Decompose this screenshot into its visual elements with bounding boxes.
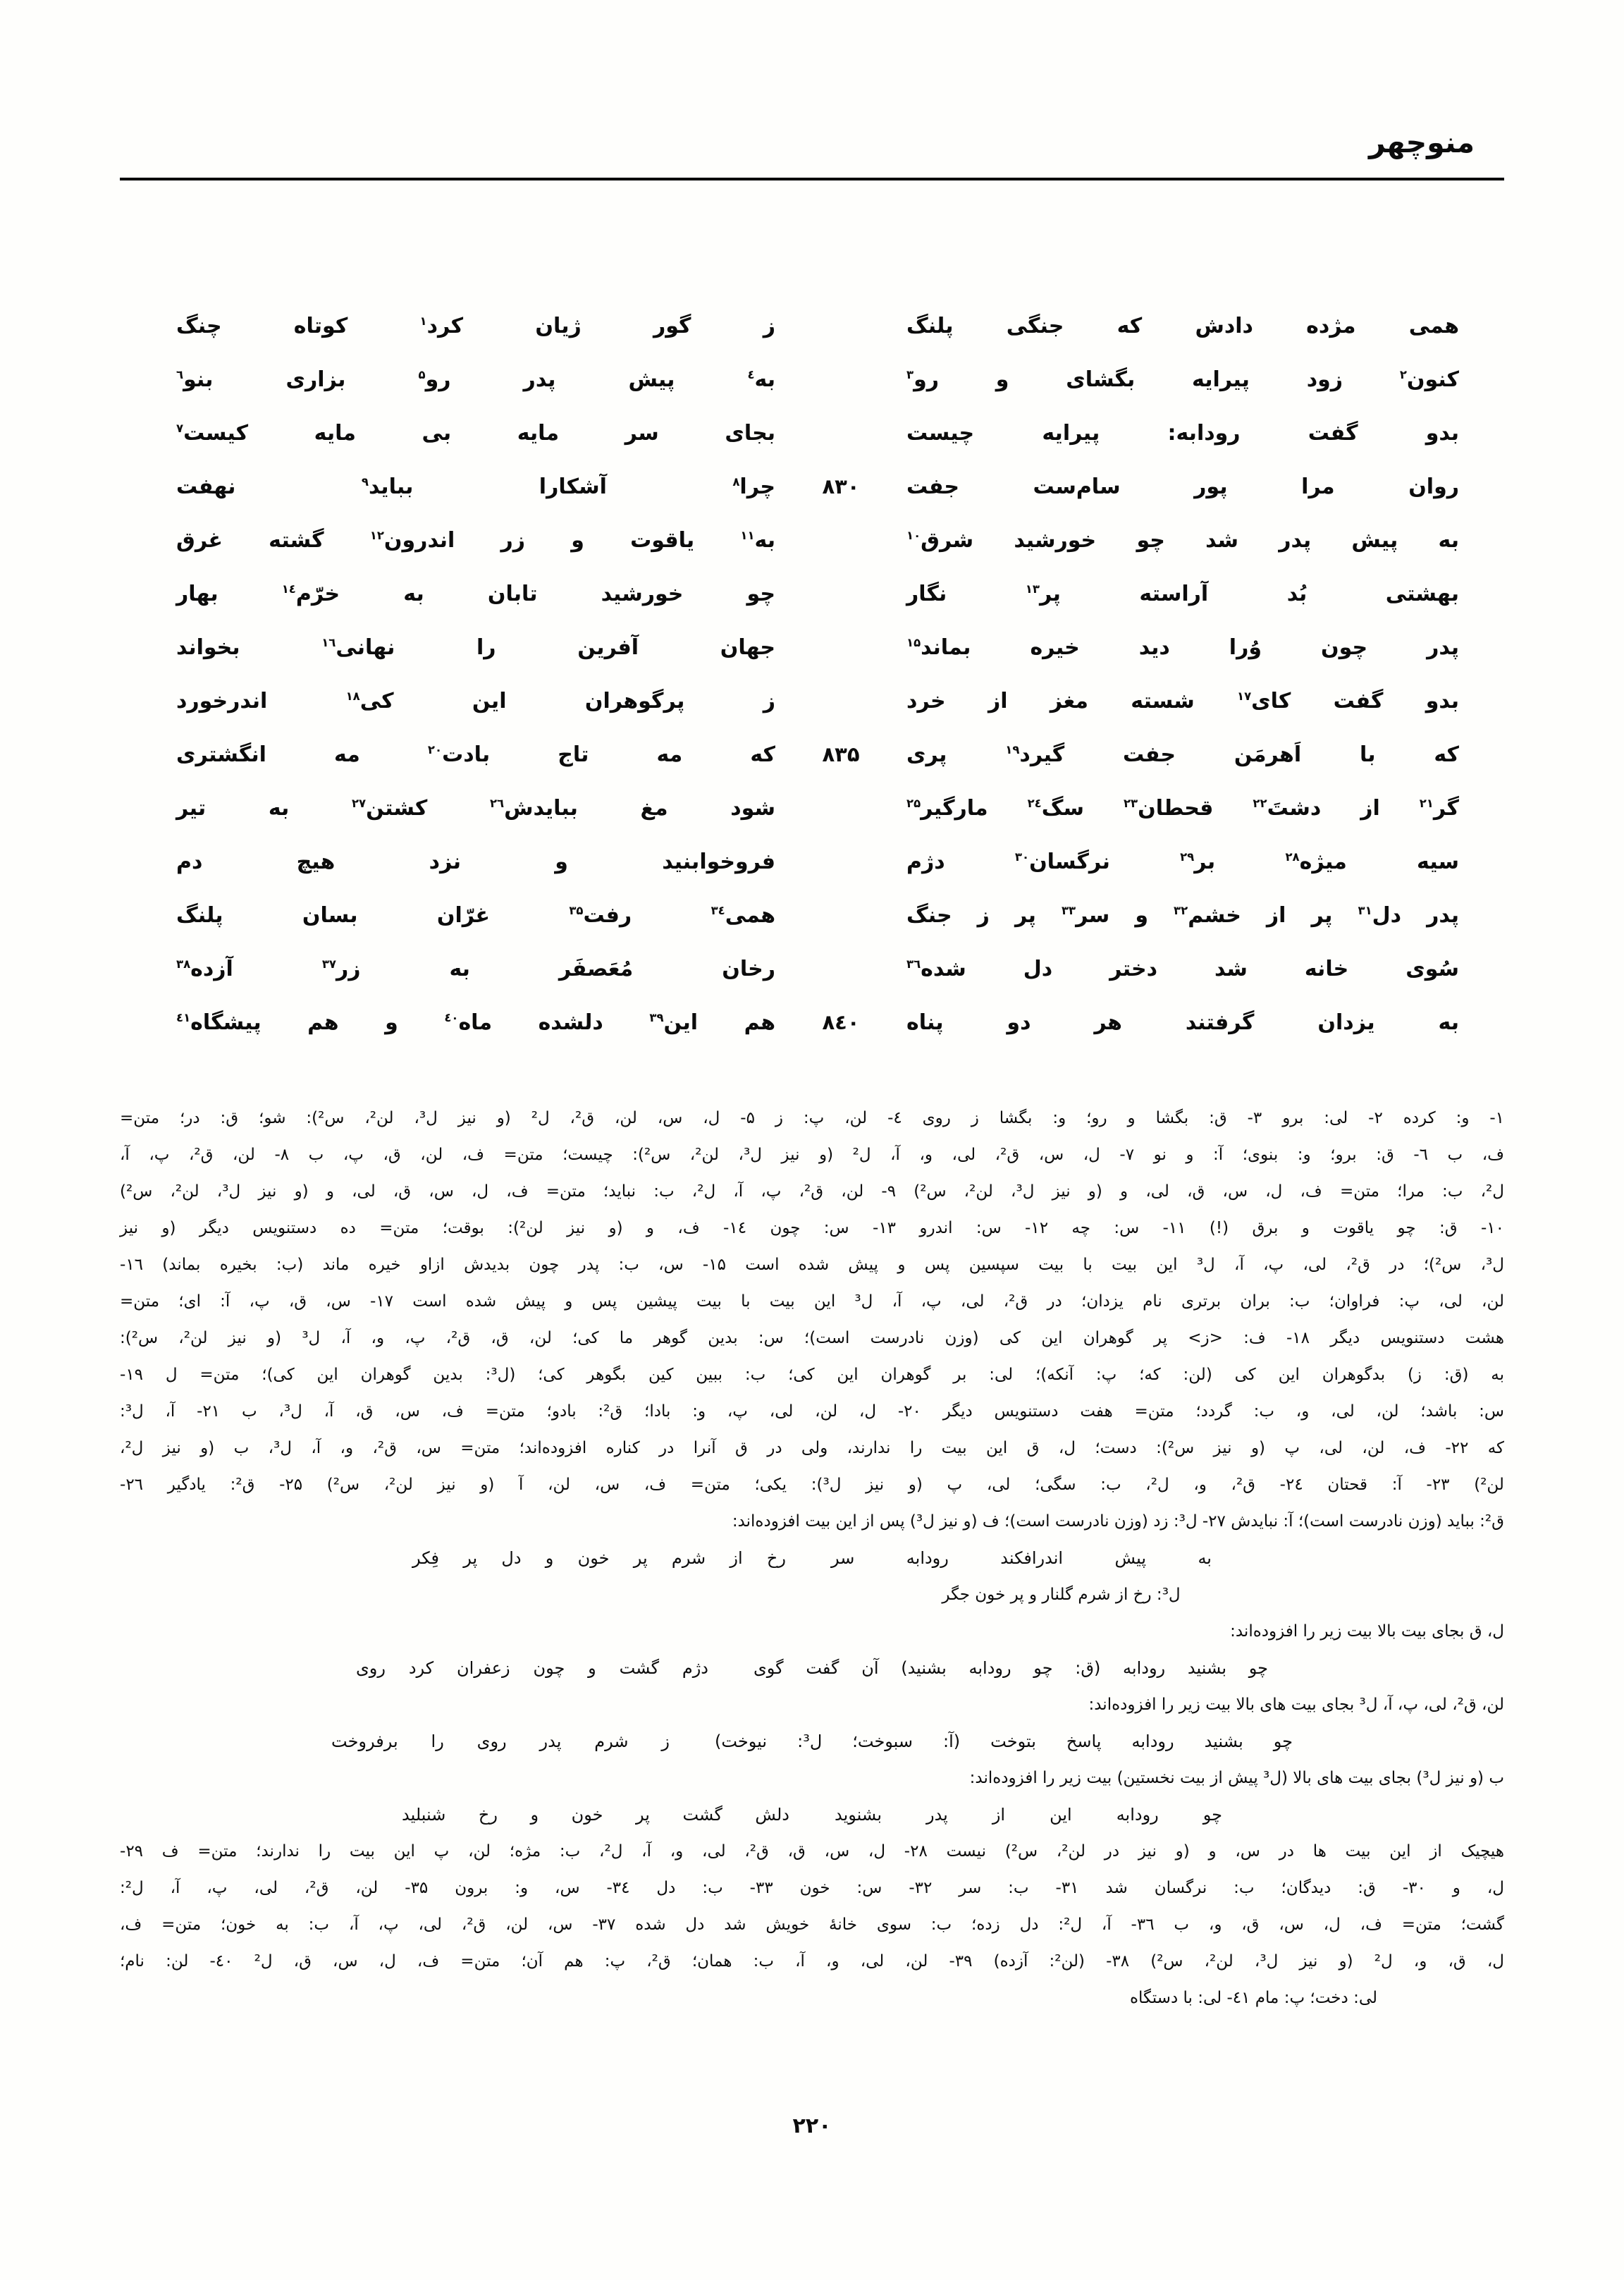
apparatus-added-verse [120,1723,1504,1760]
footnote-marker: ۲۱ [1419,796,1434,810]
footnote-marker: ٤ [747,367,755,381]
couplet-row [120,995,1504,1049]
apparatus-line: ل، ق بجای بیت بالا بیت زیر را افزوده‌اند: [1230,1622,1504,1641]
apparatus-added-verse [120,1650,1504,1686]
hemistich-right: سیه میژه$^{۲۸}$ بر$^{۲۹}$ نرگسان$^{۳۰}$ دژم [906,849,1459,874]
verse-number: ۸۳۰ [822,474,860,498]
footnote-marker: ۱۱ [740,528,755,542]
added-verse-hemistich-right: چو رودابه این از پدر بشنوید [835,1805,1222,1825]
footnote-marker: ۳٦ [906,957,921,971]
hemistich-right: گر$^{۲۱}$ از دشتَ$^{۲۲}$ قحطان$^{۲۳}$ سگ$^{۲٤}$ مارگیر$^{۲۵}$ [906,795,1459,821]
header-rule [120,178,1504,180]
footnote-marker: ۱٤ [281,582,296,596]
hemistich-left: که مه تاج بادت$^{۲۰}$ مه انگشتری [176,742,775,767]
footnote-marker: ۱۹ [1005,742,1020,756]
footnote-marker: ۳٤ [710,903,725,917]
added-verse-hemistich-left: ز شرم پدر روی را برفروخت [331,1732,670,1751]
verse-number: ۸۳۵ [822,742,860,766]
apparatus-line: لن، ق²، لی، پ، آ، ل³ بجای بیت های بالا بیت زیر را افزوده‌اند: [1088,1696,1504,1714]
couplet-row [120,513,1504,567]
couplet-row [120,728,1504,781]
footnote-marker: ۱ [419,314,427,328]
couplet-row [120,942,1504,995]
added-verse-hemistich-right: چو بشنید رودابه (ق: چو رودابه بشنید) آن گفت گوی [753,1658,1268,1678]
couplet-row [120,460,1504,513]
footnote-marker: ۱۷ [1237,689,1252,703]
apparatus-line: ل²، ب: مرا؛ متن= ف، ل، س، ق، لی، و (و نیز ل³، لن²، س²) ۹- لن، ق²، پ، آ، ل²، ب: نباید؛ متن= ف، ل، س، ق، لی، و (و نیز ل³، لن²، س²) [120,1182,1504,1201]
couplet-row [120,299,1504,353]
footnote-marker: ۱۵ [906,635,921,649]
hemistich-right: بدو گفت کای$^{۱۷}$ شسته مغز از خرد [906,688,1459,713]
footnote-marker: ۳۱ [1358,903,1372,917]
hemistich-right: بهشتی بُد آراسته پر$^{۱۳}$ نگار [906,581,1459,606]
footnote-marker: ۳۹ [649,1010,664,1024]
footnote-marker: ۳۸ [176,957,191,971]
footnote-marker: ۲۳ [1123,796,1138,810]
apparatus-line: به (ق: ز) بدگوهران این کی (لن: که؛ پ: آنکه)؛ لی: بر گوهران این کی؛ ب: ببین کین بگوهر کی؛ (ل³: بدین گوهران این کی)؛ متن= ل ۱۹- [120,1366,1504,1384]
apparatus-line: س: باشد؛ لن، لی، و، ب: گردد؛ متن= هفت دستنویس دیگر ۲۰- ل، لن، لی، پ، و: بادا؛ ق²: بادو؛ متن= ف، س، ق، آ، ل³، ب ۲۱- آ، ل³: [120,1402,1505,1421]
footnote-marker: ۲٤ [1027,796,1042,810]
apparatus-line: ب (و نیز ل³) بجای بیت های بالا (ل³ پیش از بیت نخستین) بیت زیر را افزوده‌اند: [969,1769,1504,1787]
footnote-marker: ۳۲ [1174,903,1188,917]
footnote-marker: ۷ [176,421,184,435]
added-verse-hemistich-left: رخ از شرم پر خون و دل پر فِکر [412,1548,786,1568]
footnote-marker: ۲۹ [1180,850,1195,864]
hemistich-right: بدو گفت رودابه: پیرایه چیست [906,420,1459,446]
couplet-row [120,406,1504,460]
hemistich-left: بجای سر مایه بی مایه کیست$^۷$ [176,420,775,446]
apparatus-added-verse [120,1540,1504,1576]
page-number: ۲۲۰ [792,2114,832,2138]
couplet-row [120,353,1504,406]
footnote-marker: ۲ [1399,367,1407,381]
apparatus-line: ۱۰- ق: چو یاقوت و برق (!) ۱۱- س: چه ۱۲- س: اندرو ۱۳- س: چون ۱٤- ف، و (و نیز لن²): بوقت؛ متن= ده دستنویس دیگر (و نیز [120,1219,1505,1237]
apparatus-line: ل، و ۳۰- ق: دیدگان؛ ب: نرگسان شد ۳۱- ب: سر ۳۲- س: خون ۳۳- ب: دل ۳٤- س، و: برون ۳۵- لن، ق²، لی، پ، آ، ل²: [120,1879,1504,1897]
apparatus-footnotes [120,1100,1504,2016]
added-verse-hemistich-right: به پیش اندرافکند رودابه سر [831,1548,1212,1568]
hemistich-right: پدر چون وُرا دید خیره بماند$^{۱۵}$ [906,635,1459,660]
hemistich-left: چو خورشید تابان به خرّم$^{۱٤}$ بهار [176,581,775,606]
couplet-row [120,674,1504,728]
poem [120,299,1504,1049]
footnote-marker: ۸ [732,474,740,489]
hemistich-right: همی مژده دادش که جنگی پلنگ [906,313,1459,338]
hemistich-left: ز پرگوهران این کی$^{۱۸}$ اندرخورد [176,688,775,713]
hemistich-right: که با اَهرمَن جفت گیرد$^{۱۹}$ پری [906,742,1459,767]
added-verse-hemistich-left: دلش گشت پر خون و رخ شنبلید [402,1805,789,1825]
apparatus-line: لن²) ۲۳- آ: قحتان ۲٤- ق²، و، ل²، ب: سگی؛ لی، پ (و نیز ل³): یکی؛ متن= ف، س، لن، آ (و نیز لن²، س²) ۲۵- ق²: یادگیر ۲٦- [120,1476,1504,1494]
running-title: منوچهر [1369,125,1475,159]
footnote-marker: ٤۰ [444,1010,459,1024]
hemistich-right: به یزدان گرفتند هر دو پناه [906,1010,1459,1035]
footnote-marker: ۱۲ [369,528,384,542]
footnote-marker: ۱۳ [1025,582,1040,596]
hemistich-right: روان مرا پور سام‌ست جفت [906,474,1459,499]
footnote-marker: ٦ [176,367,184,381]
hemistich-left: رخان مُعَصفَر به زر$^{۳۷}$ آزده$^{۳۸}$ [176,956,776,981]
apparatus-line: ق²: بباید (وزن نادرست است)؛ آ: نبایدش ۲۷- ل³: زد (وزن نادرست است)؛ ف (و نیز ل³) پس از این بیت افزوده‌اند: [732,1512,1504,1531]
verse-number: ۸٤۰ [822,1010,860,1034]
apparatus-added-verse [120,1796,1504,1833]
couplet-row [120,567,1504,620]
hemistich-left: شود مغ ببایدش$^{۲٦}$ کشتن$^{۲۷}$ به تیر [176,795,775,821]
apparatus-line: ف، ب ٦- ق: برو؛ و: بنوی؛ آ: و نو ۷- ل، س، ق²، لی، و، آ، ل² (و نیز ل³، لن²، س²): چیست؛ متن= ف، لن، ق، پ، ب ۸- لن، ق²، پ، آ، [120,1146,1505,1164]
apparatus-line: ل³، س²)؛ در ق²، لی، پ، آ، ل³ این بیت با بیت سپسین پس و پیش شده است ۱۵- س، ب: پدر چون بدیدش ازاو خیره ماند (ب: بخیره بماند) ۱٦- [120,1256,1504,1274]
apparatus-line: هشت دستنویس دیگر ۱۸- ف: <ز> پر گوهران این کی (وزن نادرست است)؛ س: بدین گوهر ما کی؛ لن، ق، ق²، پ، و، آ، ل³ (و نیز لن²، س²): [120,1329,1505,1347]
hemistich-left: به$^٤$ پیش پدر رو$^۵$ بزاری بنو$^٦$ [176,367,775,392]
footnote-marker: ٤۱ [176,1010,191,1024]
couplet-row [120,835,1504,888]
couplet-row [120,620,1504,674]
apparatus-line: ۱- و: کرده ۲- لی: برو ۳- ق: بگشا و رو؛ و: بگشا ز روی ٤- لن، پ: ز ۵- ل، س، لن، ق²، ل² (و نیز ل³، لن²، س²): شو؛ ق: در؛ متن= [120,1109,1504,1127]
footnote-marker: ۳۷ [321,957,336,971]
footnote-marker: ۱٦ [321,635,336,649]
footnote-marker: ۳ [906,367,914,381]
footnote-marker: ۵ [418,367,426,381]
hemistich-left: هم این$^{۳۹}$ دلشده ماه$^{٤۰}$ و هم پیشگاه$^{٤۱}$ [176,1010,775,1035]
hemistich-left: ز گور ژیان کرد$^۱$ کوتاه چنگ [176,313,775,338]
footnote-marker: ۳۳ [1061,903,1076,917]
footnote-marker: ۱۰ [906,528,921,542]
apparatus-line: ل، ق، و، ل² (و نیز ل³، لن²، س²) ۳۸- (لن²: آزده) ۳۹- لن، لی، و، آ، ب: همان؛ ق²، پ: هم آن؛ متن= ف، ل، س، ق، ل² ٤۰- لن: نام؛ [120,1952,1504,1971]
added-verse-hemistich-right: چو بشنید رودابه پاسخ بتوخت (آ: سبوخت؛ ل³: نیوخت) [715,1732,1293,1751]
apparatus-line: لن، لی، پ: فراوان؛ ب: بران برتری نام یزدان؛ در ق²، لی، پ، آ، ل³ این بیت با بیت پیشین پس و پیش شده است ۱۷- س، ق، پ، آ: ای؛ متن= [120,1292,1504,1311]
footnote-marker: ۳۵ [569,903,584,917]
couplet-row [120,781,1504,835]
footnote-marker: ۹ [361,474,369,489]
footnote-marker: ۱۸ [345,689,360,703]
footnote-marker: ۲۸ [1285,850,1300,864]
hemistich-right: به پیش پدر شد چو خورشید شرق$^{۱۰}$ [906,527,1459,553]
footnote-marker: ۲۲ [1253,796,1267,810]
hemistich-left: به$^{۱۱}$ یاقوت و زر اندرون$^{۱۲}$ گشته غرق [176,527,775,553]
added-verse-hemistich-left: دژم گشت و چون زعفران کرد روی [356,1658,708,1678]
apparatus-line: که ۲۲- ف، لن، لی، پ (و نیز س²): دست؛ ل، ق این بیت را ندارند، ولی در ق آنرا در کناره افزوده‌اند؛ متن= س، ق²، و، آ، ل³، ب (و نیز ل²، [120,1439,1505,1457]
hemistich-right: سُوی خانه شد دختر دل شده$^{۳٦}$ [906,956,1459,981]
hemistich-right: کنون$^۲$ زود پیرایه بگشای و رو$^۳$ [906,367,1459,392]
apparatus-line: لی: دخت؛ پ: مام ٤۱- لی: با دستگاه [1129,1989,1377,2007]
couplet-row [120,888,1504,942]
hemistich-left: فروخوابنید و نزد هیچ دم [176,849,775,874]
apparatus-line: هیچیک از این بیت ها در س، و (و نیز در لن²، س²) نیست ۲۸- ل، س، ق، ق²، لی، و، آ، ل²، ب: مژه؛ لن، پ این بیت را ندارند؛ متن= ف ۲۹- [120,1842,1505,1861]
footnote-marker: ۲٦ [489,796,505,810]
apparatus-line: گشت؛ متن= ف، ل، س، ق، و، ب ۳٦- آ، ل²: دل زده؛ ب: سوی خانهٔ خویش شد دل شده ۳۷- س، لن، ق²، لی، پ، آ، ب: به خون؛ متن= ف، [120,1916,1504,1934]
hemistich-left: جهان آفرین را نهانی$^{۱٦}$ بخواند [176,635,776,660]
hemistich-right: پدر دل$^{۳۱}$ پر از خشم$^{۳۲}$ و سر$^{۳۳}$ پر ز جنگ [906,902,1459,928]
apparatus-line: ل³: رخ از شرم گلنار و پر خون جگر [942,1586,1181,1604]
hemistich-left: چرا$^۸$ آشکارا بباید$^۹$ نهفت [176,474,775,499]
hemistich-left: همی$^{۳٤}$ رفت$^{۳۵}$ غرّان بسان پلنگ [176,902,775,928]
footnote-marker: ۳۰ [1014,850,1030,864]
footnote-marker: ۲۰ [427,742,443,756]
footnote-marker: ۲۵ [906,796,921,810]
footnote-marker: ۲۷ [351,796,367,810]
